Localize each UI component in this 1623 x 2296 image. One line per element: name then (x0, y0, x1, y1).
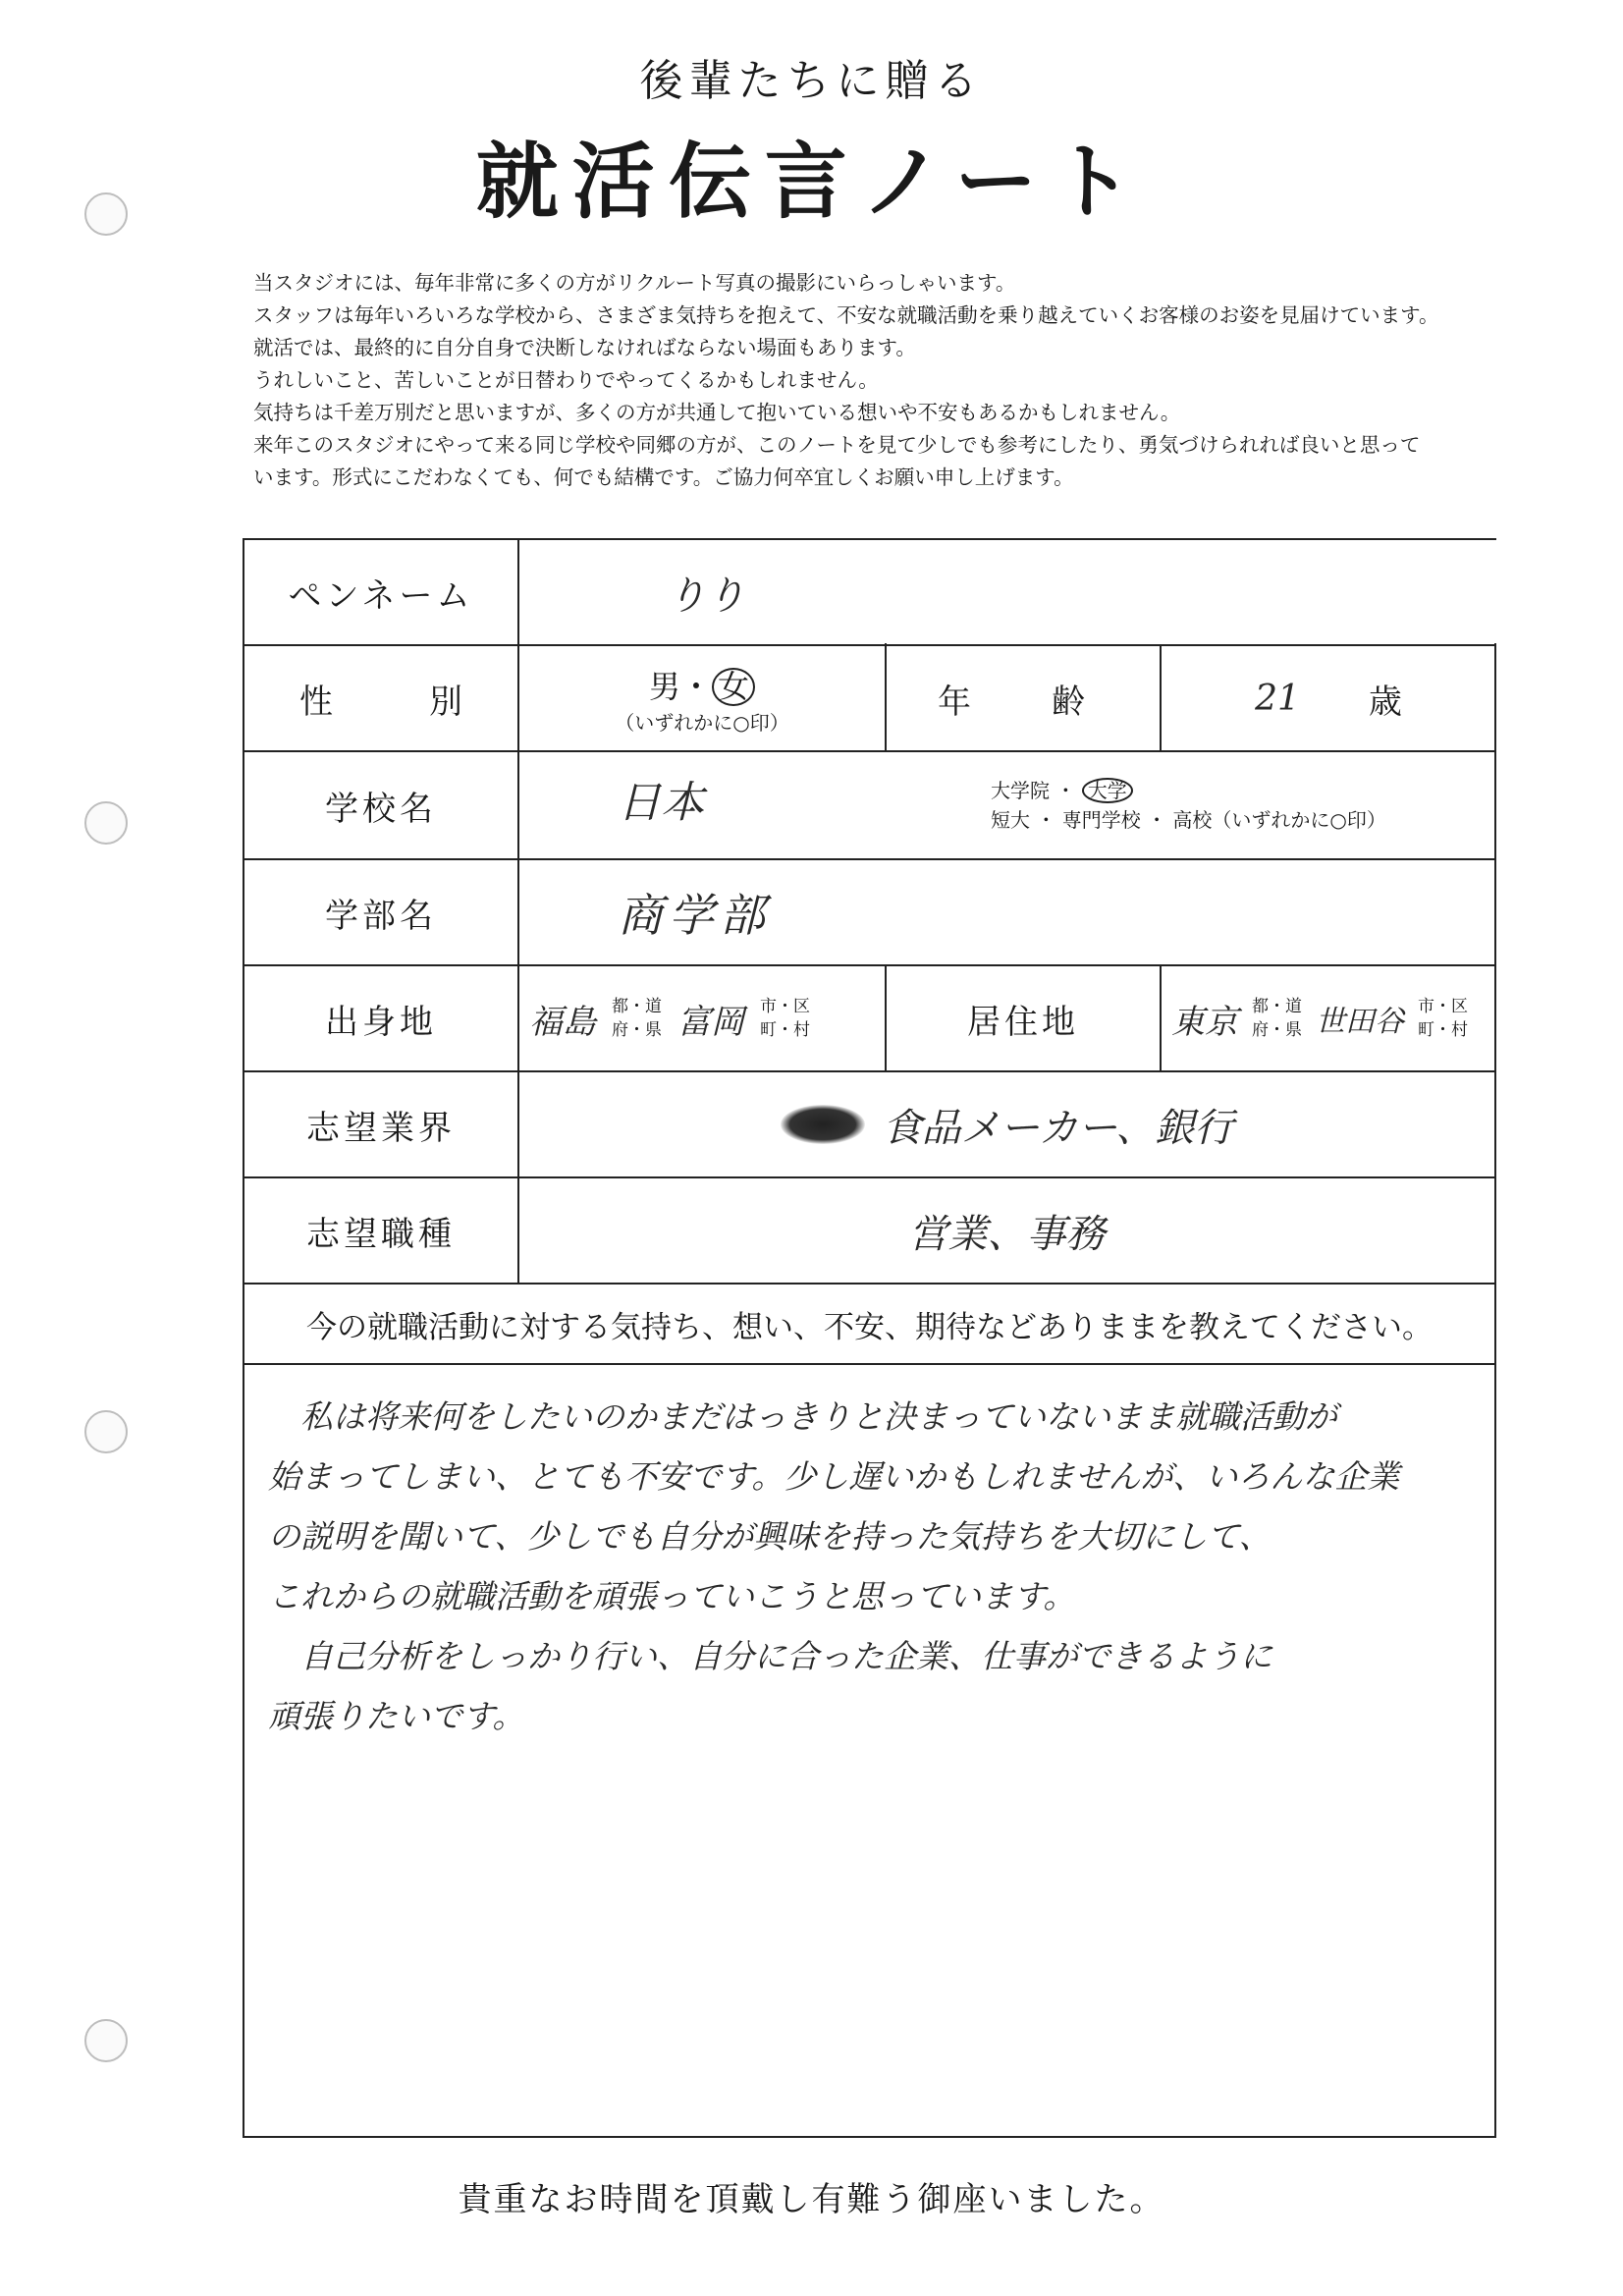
age-unit: 歳 (1368, 682, 1402, 722)
job-hunting-note-form (243, 538, 1496, 2138)
faculty-label: 学部名 (325, 896, 437, 936)
hometown-label: 出身地 (325, 1002, 437, 1042)
pen-name-label: ペンネーム (288, 575, 474, 616)
row-pen-name (244, 540, 1494, 646)
gender-label: 性 別 (299, 682, 494, 722)
page-title: 就活伝言ノート (475, 134, 1148, 230)
residence-field[interactable] (1171, 966, 1495, 1070)
redacted-area (885, 540, 1511, 643)
intro-line: 当スタジオには、毎年非常に多くの方がリクルート写真の撮影にいらっしゃいます。 (253, 271, 1016, 295)
essay-line: 頑張りたいです。 (268, 1697, 525, 1735)
binder-hole-4 (84, 2019, 128, 2062)
row-industry (244, 1072, 1494, 1178)
school-type-options[interactable] (991, 752, 1491, 858)
intro-line: 来年このスタジオにやって来る同じ学校や同郷の方が、このノートを見て少しでも参考にしたり、勇気づけられれば良いと思って (253, 433, 1421, 457)
hometown-prefecture[interactable]: 福島 (529, 1002, 596, 1042)
industry-field[interactable] (519, 1072, 1494, 1176)
binder-hole-2 (84, 801, 128, 845)
school-value[interactable]: 日本 (618, 778, 704, 828)
job-type-value[interactable]: 営業、事務 (908, 1211, 1106, 1257)
intro-line: スタッフは毎年いろいろな学校から、さまざま気持ちを抱えて、不安な就職活動を乗り越えていくお客様のお姿を見届けています。 (253, 303, 1439, 327)
industry-label: 志望業界 (306, 1108, 456, 1148)
intro-line: うれしいこと、苦しいことが日替わりでやってくるかもしれません。 (253, 368, 879, 392)
gender-male[interactable]: 男 (648, 667, 680, 705)
job-type-label: 志望職種 (306, 1214, 456, 1254)
essay-line: 自己分析をしっかり行い、自分に合った企業、仕事ができるように (268, 1637, 1272, 1675)
school-option-graduate[interactable]: 大学院 (991, 779, 1050, 802)
pen-name-value[interactable]: りり (667, 573, 745, 619)
intro-line: 就活では、最終的に自分自身で決断しなければならない場面もあります。 (253, 336, 916, 359)
intro-line: います。形式にこだわなくても、何でも結構です。ご協力何卒宜しくお願い申し上げます。 (253, 465, 1074, 489)
residence-pref-types: 都・道 府・県 (1252, 997, 1302, 1040)
intro-text (253, 267, 1598, 494)
essay-line: の説明を聞いて、少しでも自分が興味を持った気持ちを大切にして、 (268, 1517, 1271, 1556)
crossed-out-scribble (781, 1105, 865, 1144)
gender-separator: ・ (679, 667, 712, 705)
thank-you-footer: 貴重なお時間を頂戴し有難う御座いました。 (458, 2180, 1165, 2219)
page-subtitle: 後輩たちに贈る (639, 56, 984, 106)
hometown-field[interactable] (529, 966, 883, 1070)
residence-prefecture[interactable]: 東京 (1171, 1002, 1238, 1042)
faculty-value[interactable]: 商学部 (618, 889, 771, 942)
age-label: 年 齢 (938, 682, 1109, 722)
row-gender-age (244, 646, 1494, 752)
age-value[interactable]: 21 (1255, 678, 1300, 719)
residence-city-types: 市・区 町・村 (1418, 997, 1468, 1040)
school-options-line2: 短大 ・ 専門学校 ・ 高校（いずれかに○印） (991, 808, 1386, 832)
essay-line: 私は将来何をしたいのかまだはっきりと決まっていないまま就職活動が (268, 1397, 1337, 1436)
essay-line: 始まってしまい、とても不安です。少し遅いかもしれませんが、いろんな企業 (268, 1457, 1400, 1496)
row-hometown-residence (244, 966, 1494, 1072)
residence-label: 居住地 (967, 1002, 1079, 1042)
essay-text[interactable] (268, 1387, 1476, 1746)
age-field[interactable] (1162, 646, 1495, 750)
row-school (244, 752, 1494, 860)
hometown-city[interactable]: 富岡 (677, 1002, 744, 1042)
hometown-city-types: 市・区 町・村 (760, 997, 810, 1040)
gender-options[interactable] (519, 646, 885, 750)
gender-note: （いずれかに○印） (615, 710, 789, 735)
school-label: 学校名 (325, 789, 437, 829)
school-option-sep: ・ (1055, 779, 1076, 802)
hometown-pref-types: 都・道 府・県 (612, 997, 662, 1040)
gender-female-circled[interactable]: 女 (712, 668, 755, 706)
essay-line: これからの就職活動を頑張っていこうと思っています。 (268, 1577, 1076, 1615)
residence-city[interactable]: 世田谷 (1316, 1005, 1404, 1039)
row-faculty (244, 860, 1494, 966)
row-job-type (244, 1178, 1494, 1285)
binder-hole-3 (84, 1410, 128, 1453)
essay-prompt: 今の就職活動に対する気持ち、想い、不安、期待などありままを教えてください。 (244, 1285, 1494, 1365)
school-option-university-circled[interactable]: 大学 (1082, 778, 1133, 803)
intro-line: 気持ちは千差万別だと思いますが、多くの方が共通して抱いている想いや不安もあるかもしれません。 (253, 401, 1181, 424)
industry-value[interactable]: 食品メーカー、銀行 (882, 1105, 1234, 1151)
